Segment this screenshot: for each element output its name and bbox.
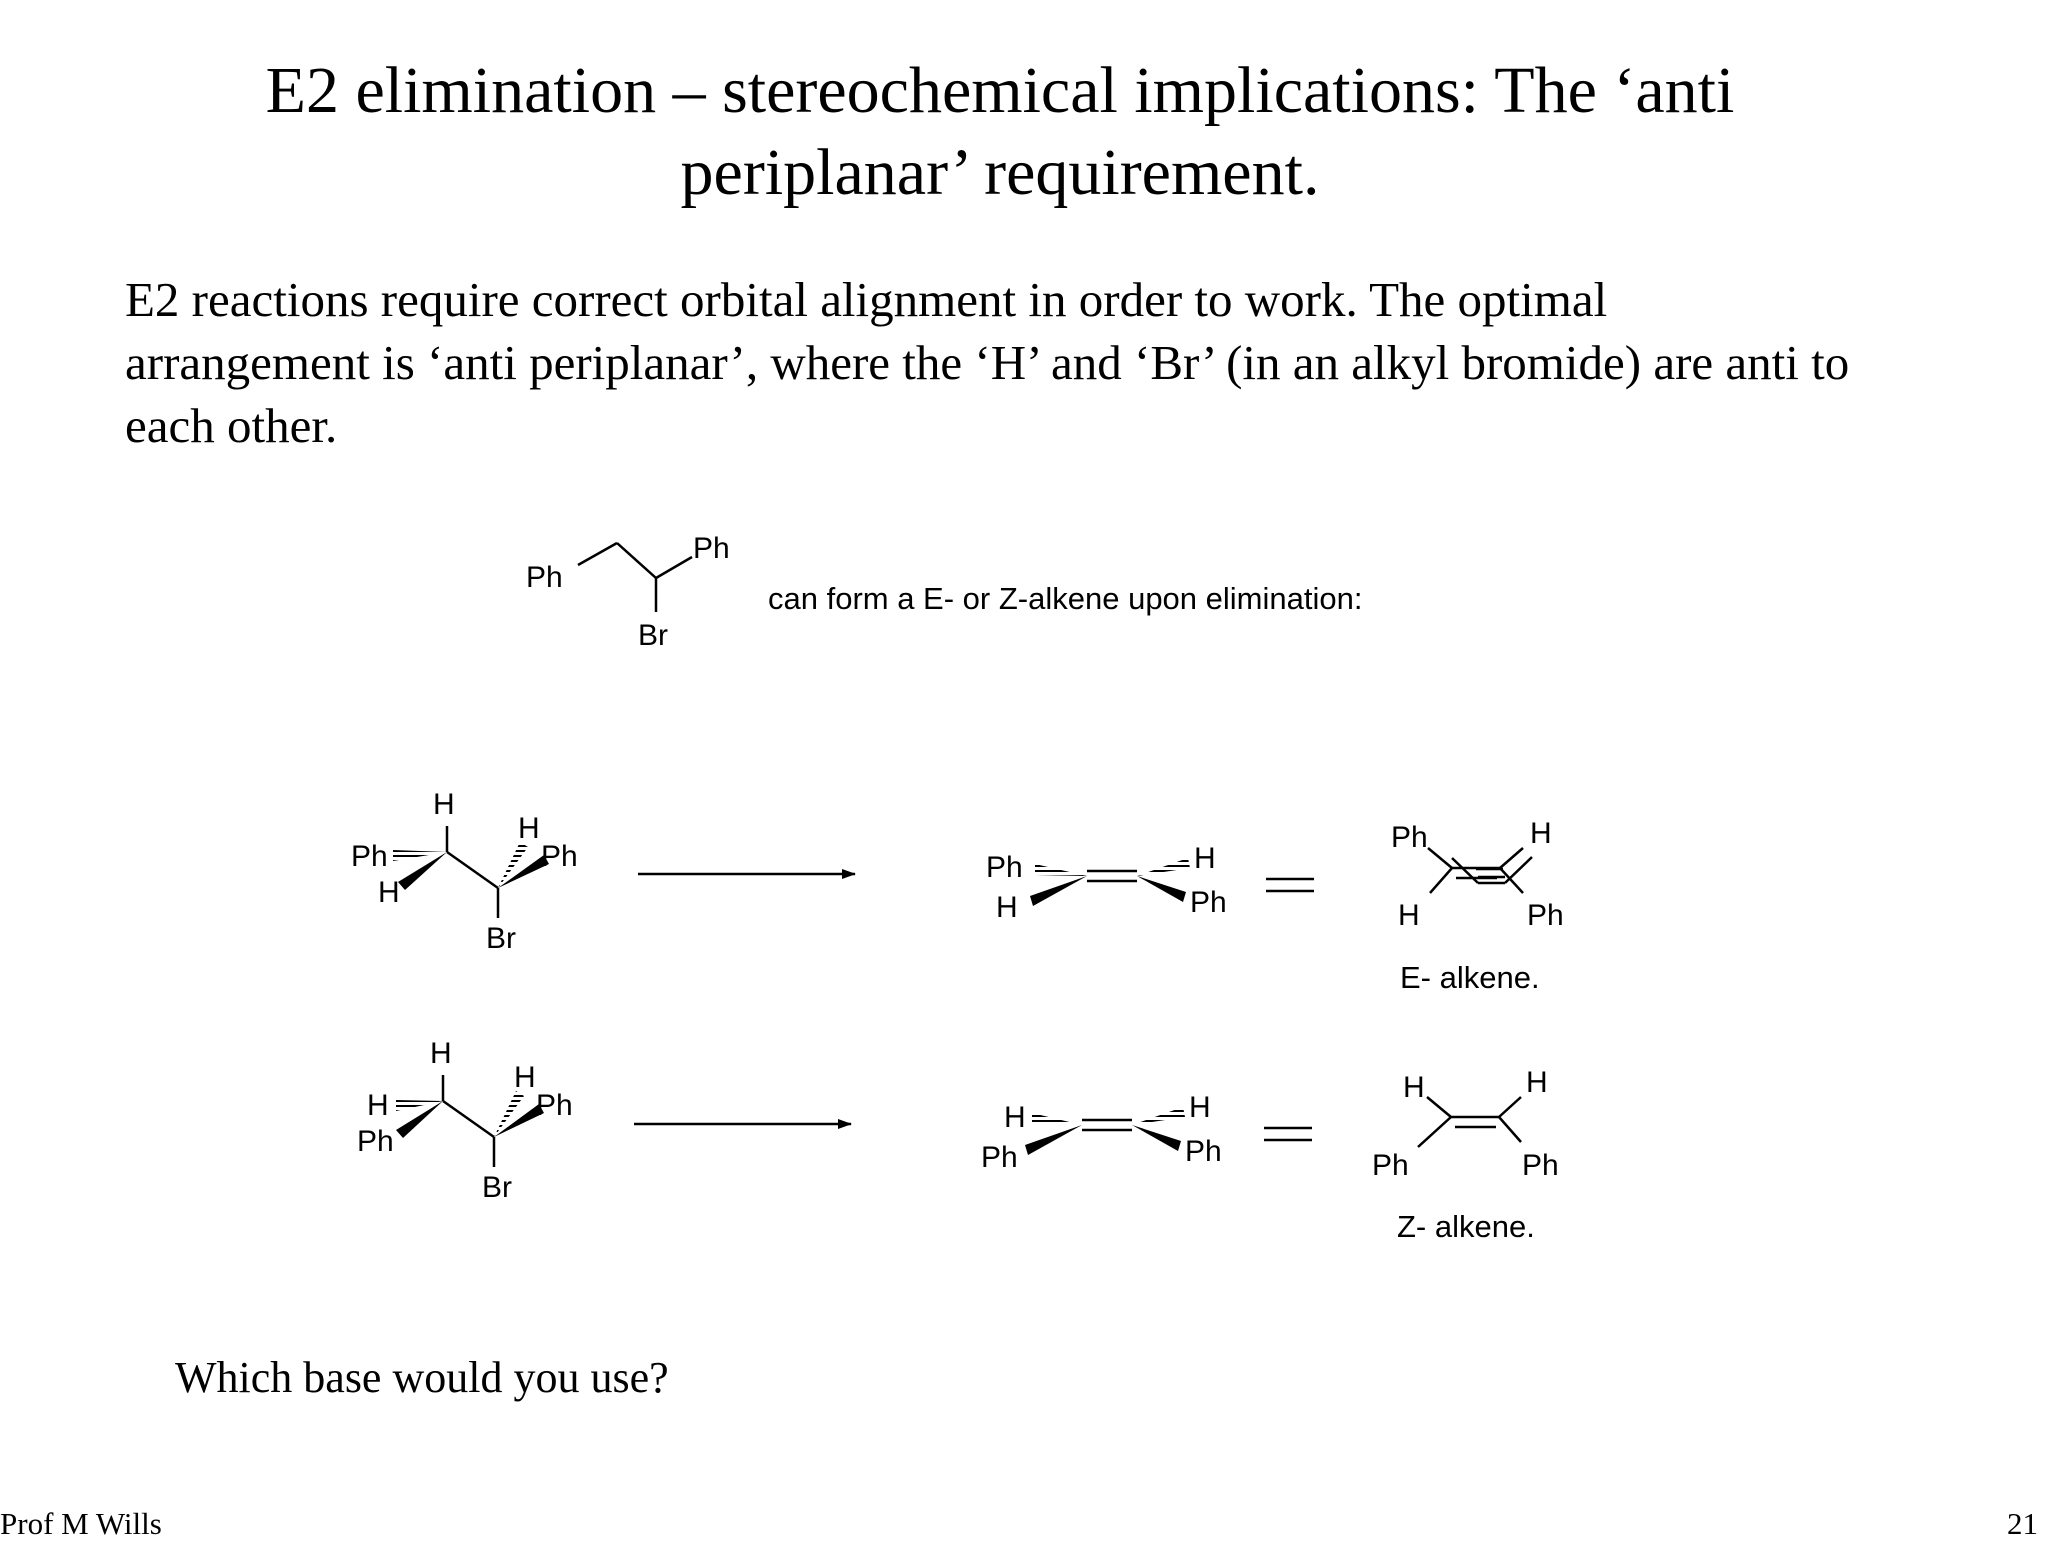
start-br-label: Br [638,619,668,652]
body-line-1: E2 reactions require correct orbital alignment in order to work. The optimal [125,272,1608,327]
r2-h-top: H [430,1037,452,1070]
r2-ph-left: Ph [357,1125,394,1158]
z-alkene-caption: Z- alkene. [1397,1209,1535,1244]
p1-ph-left: Ph [986,851,1023,884]
start-ph-left-label: Ph [526,561,563,594]
body-line-3: each other. [125,398,338,453]
e-ph-top-left: Ph [1391,821,1428,854]
question-text: Which base would you use? [175,1353,669,1402]
p1-h-right: H [1194,842,1216,875]
hashed-bond [1035,864,1087,876]
r2-ph-right: Ph [536,1089,573,1122]
wedge-bond [1132,1125,1181,1151]
wedge-bond [1025,1125,1082,1155]
title-line-1: E2 elimination – stereochemical implications: The ‘anti [265,54,1735,127]
p2-ph-left: Ph [981,1141,1018,1174]
z-h-top-left: H [1403,1071,1425,1104]
e-alkene-bonds [1428,848,1523,893]
hashed-bond [1032,1113,1082,1125]
p2-ph-right: Ph [1185,1135,1222,1168]
e-alkene-caption: E- alkene. [1400,960,1540,995]
hashed-bond [393,850,447,861]
e-ph-bottom-right: Ph [1527,899,1564,932]
starting-material-structure [578,543,692,612]
r1-h-top: H [433,788,455,821]
z-alkene-structure [1418,1097,1521,1147]
hashed-bond [494,1091,524,1137]
p1-h-left: H [996,891,1018,924]
hashed-bond [1137,858,1190,876]
r1-ph-right: Ph [541,840,578,873]
footer-author: Prof M Wills [0,1506,162,1541]
r2-h-right: H [514,1061,536,1094]
r1-h-right: H [518,812,540,845]
page-number: 21 [2007,1506,2038,1541]
wedge-bond [1137,876,1186,902]
body-line-2: arrangement is ‘anti periplanar’, where the ‘H’ and ‘Br’ (in an alkyl bromide) are anti to [125,335,1850,390]
z-ph-bottom-right: Ph [1522,1149,1559,1182]
z-ph-bottom-left: Ph [1372,1149,1409,1182]
e-h-bottom-left: H [1398,899,1420,932]
product-2-structure [1025,1107,1185,1155]
start-ph-right-label: Ph [693,532,730,565]
z-h-top-right: H [1526,1066,1548,1099]
r2-h-left: H [367,1089,389,1122]
hashed-bond [1132,1107,1185,1125]
p2-h-left: H [1004,1101,1026,1134]
equals-sign-1 [1266,879,1314,891]
r1-ph-left: Ph [351,840,388,873]
hashed-bond [498,842,528,888]
title-line-2: periplanar’ requirement. [680,136,1320,209]
intro-caption: can form a E- or Z-alkene upon elimination: [768,581,1363,616]
wedge-bond [1030,876,1087,906]
r1-h-left: H [378,876,400,909]
r1-br: Br [486,922,516,955]
e-h-top-right: H [1530,817,1552,850]
product-1-structure [1030,858,1190,906]
p1-ph-right: Ph [1190,886,1227,919]
r2-br: Br [482,1171,512,1204]
p2-h-right: H [1189,1091,1211,1124]
equals-sign-2 [1264,1128,1312,1140]
